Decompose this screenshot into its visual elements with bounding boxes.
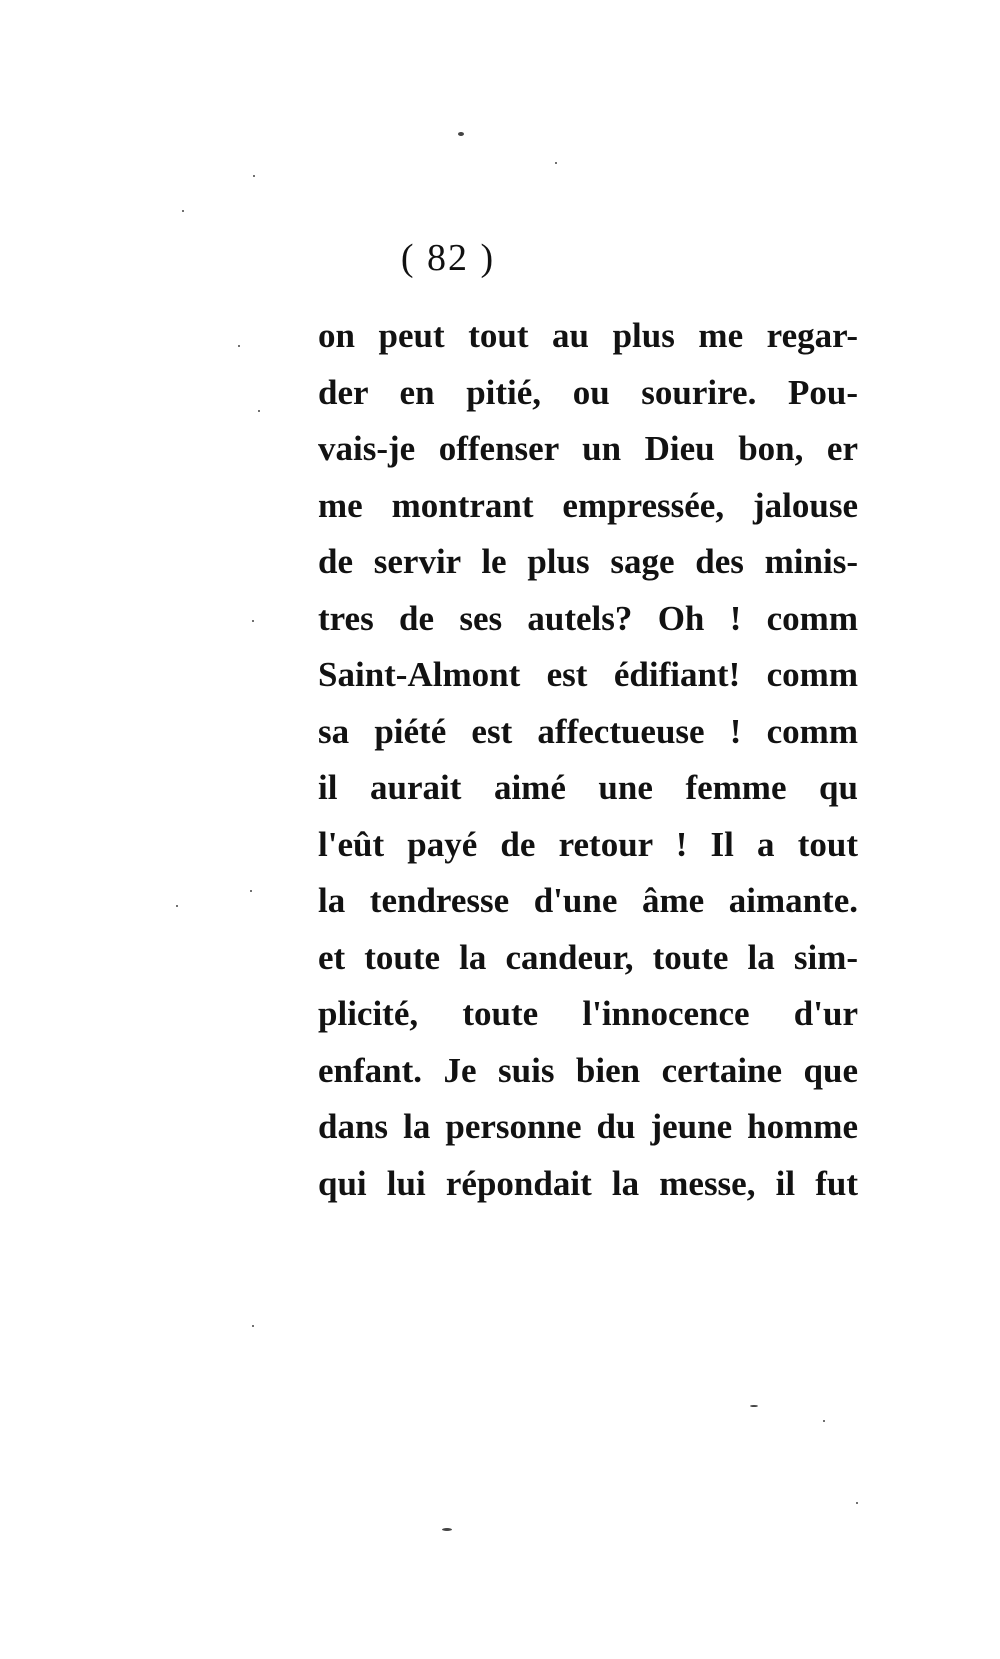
- paper-speck: [750, 1405, 758, 1407]
- text-line: der en pitié, ou sourire. Pou-: [318, 372, 858, 412]
- text-line: il aurait aimé une femme qu: [318, 768, 858, 807]
- text-line: sa piété est affectueuse ! comm: [318, 711, 858, 751]
- paper-speck: [252, 1325, 254, 1327]
- text-line: de servir le plus sage des minis-: [318, 542, 858, 581]
- paper-speck: [238, 345, 240, 347]
- text-line: tres de ses autels? Oh ! comm: [318, 598, 858, 638]
- paper-speck: [182, 210, 184, 212]
- text-line: Saint-Almont est édifiant! comm: [318, 655, 858, 694]
- text-line: vais-je offenser un Dieu bon, er: [318, 429, 858, 468]
- text-line: dans la personne du jeune homme: [318, 1107, 858, 1146]
- text-line: on peut tout au plus me regar-: [318, 316, 858, 355]
- text-line: qui lui répondait la messe, il fut: [318, 1163, 858, 1203]
- paper-speck: [258, 410, 260, 412]
- text-line: enfant. Je suis bien certaine que: [318, 1050, 858, 1090]
- paper-speck: [176, 905, 178, 907]
- paper-speck: [555, 162, 557, 164]
- page-number: ( 82 ): [400, 237, 496, 279]
- text-line: la tendresse d'une âme aimante.: [318, 881, 858, 920]
- page-text: [318, 308, 858, 1212]
- paper-speck: [252, 620, 254, 622]
- paper-speck: [250, 890, 252, 892]
- text-line: l'eût payé de retour ! Il a tout: [318, 824, 858, 864]
- paper-speck: [458, 132, 464, 136]
- text-line: plicité, toute l'innocence d'ur: [318, 994, 858, 1033]
- paper-speck: [442, 1528, 452, 1531]
- text-line: me montrant empressée, jalouse: [318, 485, 858, 525]
- text-line: et toute la candeur, toute la sim-: [318, 937, 858, 977]
- paper-speck: [823, 1420, 825, 1422]
- paper-speck: [856, 1502, 858, 1504]
- paper-speck: [253, 175, 255, 177]
